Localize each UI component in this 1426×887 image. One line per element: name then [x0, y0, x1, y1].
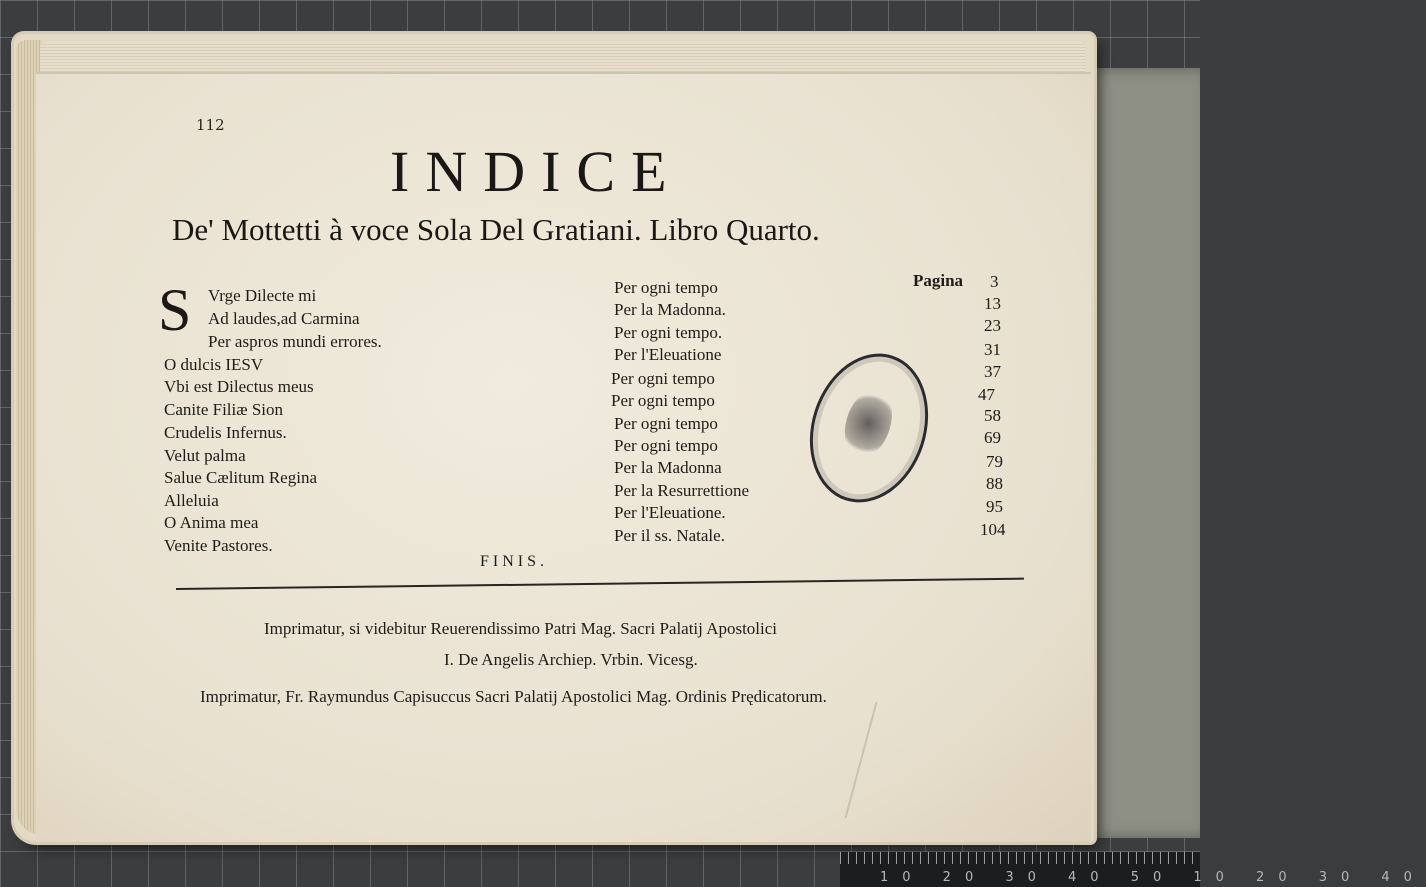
pagina-label: Pagina: [913, 271, 964, 290]
entry-page: 58: [984, 406, 1001, 425]
entry-occasion: Per ogni tempo: [614, 278, 718, 297]
ruler-labels: 10 20 30 40 50 10 20 30 40: [880, 870, 1426, 885]
entry-page: 69: [984, 428, 1001, 447]
entry-title: Alleluia: [164, 491, 219, 510]
page-title: INDICE: [390, 139, 683, 204]
drop-capital: S: [158, 277, 192, 343]
entry-occasion: Per ogni tempo: [611, 369, 715, 388]
entry-occasion: Per ogni tempo: [614, 414, 718, 433]
imprimatur-line-2: I. De Angelis Archiep. Vrbin. Vicesg.: [444, 650, 698, 669]
imprimatur-line-3: Imprimatur, Fr. Raymundus Capisuccus Sacri Palatij Apostolici Mag. Ordinis Prędicatorum.: [200, 687, 827, 706]
book-cover-edge: [1088, 68, 1200, 838]
entry-occasion: Per il ss. Natale.: [614, 526, 725, 545]
entry-page: 47: [978, 385, 995, 404]
stamp-emblem: [837, 383, 900, 463]
entry-occasion: Per la Madonna: [614, 458, 722, 477]
entry-page: 95: [986, 497, 1003, 516]
entry-page: 3: [990, 272, 999, 291]
entry-page: 31: [984, 340, 1001, 359]
entry-occasion: Per ogni tempo: [614, 436, 718, 455]
entry-occasion: Per la Resurrettione: [614, 481, 750, 500]
entry-title: O dulcis IESV: [164, 355, 264, 374]
entry-page: 79: [986, 452, 1003, 471]
page-number: 112: [196, 116, 225, 134]
entry-page: 88: [986, 474, 1003, 493]
entry-title: Salue Cælitum Regina: [164, 468, 317, 487]
entry-page: 23: [984, 316, 1001, 335]
entry-occasion: Per ogni tempo: [611, 391, 715, 410]
page-edges-top: [40, 42, 1086, 76]
entry-title: Crudelis Infernus.: [164, 423, 287, 442]
entry-title: Ad laudes,ad Carmina: [208, 309, 360, 328]
entry-title: Vrge Dilecte mi: [208, 286, 317, 305]
entry-title: O Anima mea: [164, 513, 259, 532]
entry-page: 13: [984, 294, 1001, 313]
finis-text: FINIS.: [480, 553, 549, 570]
entry-occasion: Per ogni tempo.: [614, 323, 723, 342]
entry-title: Venite Pastores.: [164, 536, 273, 555]
entry-occasion: Per l'Eleuatione: [614, 345, 722, 364]
entry-page: 37: [984, 362, 1001, 381]
entry-page: 104: [980, 520, 1006, 539]
entry-title: Velut palma: [164, 446, 246, 465]
entry-occasion: Per l'Eleuatione.: [614, 503, 726, 522]
imprimatur-line-1: Imprimatur, si videbitur Reuerendissimo Patri Mag. Sacri Palatij Apostolici: [264, 619, 778, 638]
entry-title: Vbi est Dilectus meus: [164, 377, 314, 396]
entry-title: Per aspros mundi errores.: [208, 332, 382, 351]
entry-occasion: Per la Madonna.: [614, 300, 726, 319]
page-subtitle: De' Mottetti à voce Sola Del Gratiani. Libro Quarto.: [172, 212, 820, 247]
entry-title: Canite Filiæ Sion: [164, 400, 284, 419]
